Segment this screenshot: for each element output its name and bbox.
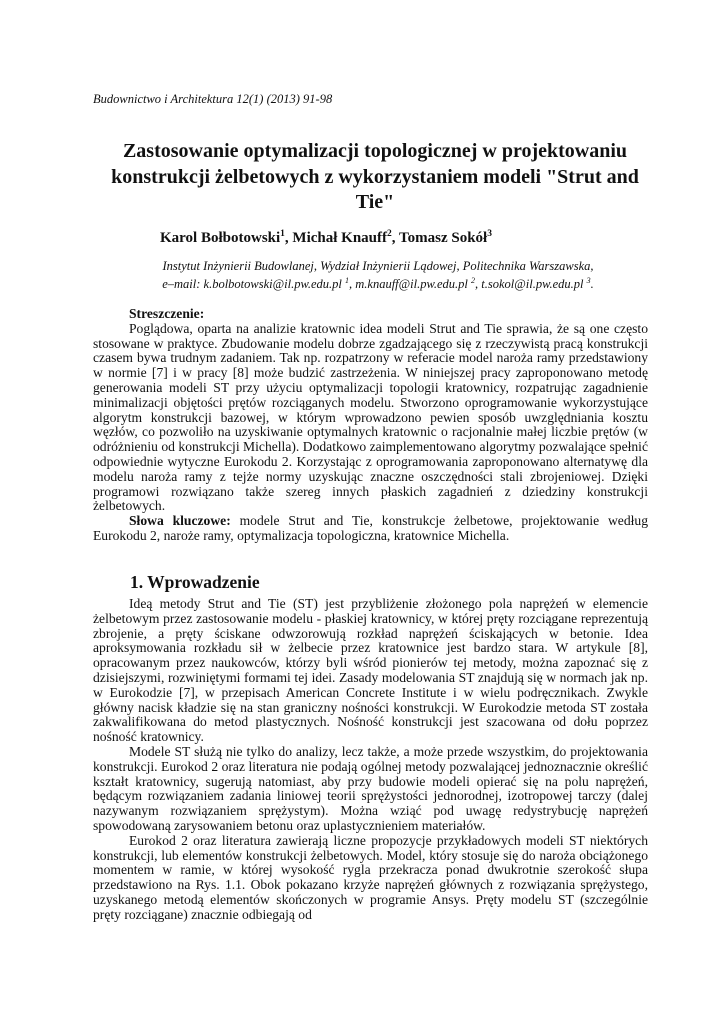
keywords-text: modele Strut and Tie, konstrukcje żelbetowe, projektowanie według Eurokodu 2, naroże ramy, optymalizacja topologiczna, kratownice Michella. — [93, 513, 648, 543]
author-name: Karol Bołbotowski — [160, 230, 281, 246]
author-name: Michał Knauff — [292, 230, 388, 246]
affiliation — [128, 259, 628, 291]
author-separator: , — [391, 230, 399, 246]
email-address[interactable]: k.bolbotowski@il.pw.edu.pl — [203, 276, 345, 291]
paragraph: Modele ST służą nie tylko do analizy, lecz także, a może przede wszystkim, do projektowania konstrukcji. Eurokod 2 oraz literatura nie podają ogólnej metody pozwalającej jednoznacznie określić kształt kratownicy, sugerują natomiast, aby przy budowie modeli opierać się na polu naprężeń, będącym rozwiązaniem zadania liniowej teorii sprężystości jednorodnej, izotropowej tarczy (dalej nazywanym rozwiązaniem sprężystym). Można wziąć pod uwagę redystrybucję naprężeń spowodowaną zarysowaniem betonu oraz uplastycznieniem materiałów. — [93, 743, 648, 833]
author-separator: , — [284, 230, 293, 246]
email-mark: 1 — [345, 275, 349, 285]
institute-line: Instytut Inżynierii Budowlanej, Wydział Inżynierii Lądowej, Politechnika Warszawska, — [162, 259, 594, 273]
author-affiliation-mark: 2 — [387, 229, 392, 239]
author-affiliation-mark: 3 — [487, 229, 492, 239]
paragraph: Ideą metody Strut and Tie (ST) jest przybliżenie złożonego pola naprężeń w elemencie żelbetowym przez zastosowanie modelu - płaskiej kratownicy, w której pręty rozciągane reprezentują zbrojenie, a pręty ściskane odwzorowują rozkład naprężeń ściskających w betonie. Idea aproksymowania rozkładu sił w żelbecie przez kratownice jest bardzo stara. W artykule [8], opracowanym przez naukowców, którzy byli wśród pionierów tej metody, można zapoznać się z dzisiejszymi, rozwiniętymi formami tej idei. Zasady modelowania ST znajdują się w normach jak np. w Eurokodzie [7], w przepisach American Concrete Institute i w wielu podręcznikach. Zwykle główny nacisk kładzie się na stan graniczny nośności konstrukcji. W Eurokodzie metoda ST została zakwalifikowana do metod plastycznych. Nośność konstrukcji jest szacowana od dołu poprzez nośność kratownicy. — [93, 596, 648, 745]
email-separator: , — [349, 276, 356, 291]
abstract-text: Poglądowa, oparta na analizie kratownic idea modeli Strut and Tie sprawia, że są one często stosowane w praktyce. Zbudowanie modelu dobrze zgadzającego się z rzeczywistą pracą konstrukcji czasem bywa trudnym zadaniem. Tak np. rozpatrzony w referacie model naroża ramy przedstawiony w normie [7] i w pracy [8] może budzić zastrzeżenia. W niniejszej pracy zaproponowano metodę generowania modeli ST przy użyciu optymalizacji topologii kratownicy, rozpatrując zagadnienie minimalizacji objętości prętów rozciąganych modelu. Stworzono oprogramowanie wykorzystujące algorytm konstrukcji bazowej, w którym wprowadzono pewien sposób uwzględniania kosztu węzłów, co pozwoliło na uzyskiwanie optymalnych kratownic o racjonalnie małej liczbie prętów (w odróżnieniu od konstrukcji Michella). Dodatkowo zaimplementowano algorytmy pozwalające spełnić odpowiednie wytyczne Eurokodu 2. Korzystając z oprogramowania zaproponowano alternatywę dla modelu naroża ramy z tejże normy uzyskując znaczne oszczędności stali zbrojeniowej. Dzięki programowi rozwiązano także szereg innych płaskich zagadnień z dziedziny konstrukcji żelbetowych. — [93, 320, 648, 514]
email-address[interactable]: m.knauff@il.pw.edu.pl — [355, 276, 472, 291]
keywords-label: Słowa kluczowe: — [129, 513, 231, 529]
paragraph: Eurokod 2 oraz literatura zawierają liczne propozycje przykładowych modeli ST niektórych konstrukcji, lub elementów konstrukcji żelbetowych. Model, który stosuje się do naroża obciążonego momentem w ramie, w której wysokość rygla przekracza ponad dwukrotnie szerokość słupa przedstawiono na Rys. 1.1. Obok pokazano krzyże naprężeń głównych z rozwiązania sprężystego, uzyskanego metodą elementów skończonych w programie Ansys. Pręty modelu ST (szczególnie pręty rozciągane) znacznie odbiegają od — [93, 832, 648, 922]
abstract-heading: Streszczenie: — [129, 306, 205, 321]
email-prefix: e–mail: — [162, 276, 204, 291]
abstract — [93, 307, 648, 544]
running-head: Budownictwo i Architektura 12(1) (2013) 91-98 — [93, 92, 333, 106]
paper-title: Zastosowanie optymalizacji topologicznej w projektowaniu konstrukcji żelbetowych z wykorzystaniem modeli "Strut and Tie" — [111, 140, 639, 213]
author-affiliation-mark: 1 — [280, 229, 285, 239]
email-address[interactable]: t.sokol@il.pw.edu.pl — [481, 276, 587, 291]
email-separator: . — [590, 276, 594, 291]
section-heading: 1. Wprowadzenie — [130, 572, 260, 592]
email-separator: , — [475, 276, 482, 291]
email-mark: 2 — [471, 275, 476, 285]
email-mark: 3 — [586, 275, 591, 285]
keywords — [93, 514, 648, 544]
section-body — [93, 597, 648, 923]
author-name: Tomasz Sokół — [399, 230, 488, 246]
email-line — [128, 274, 628, 292]
author-list — [160, 229, 720, 247]
